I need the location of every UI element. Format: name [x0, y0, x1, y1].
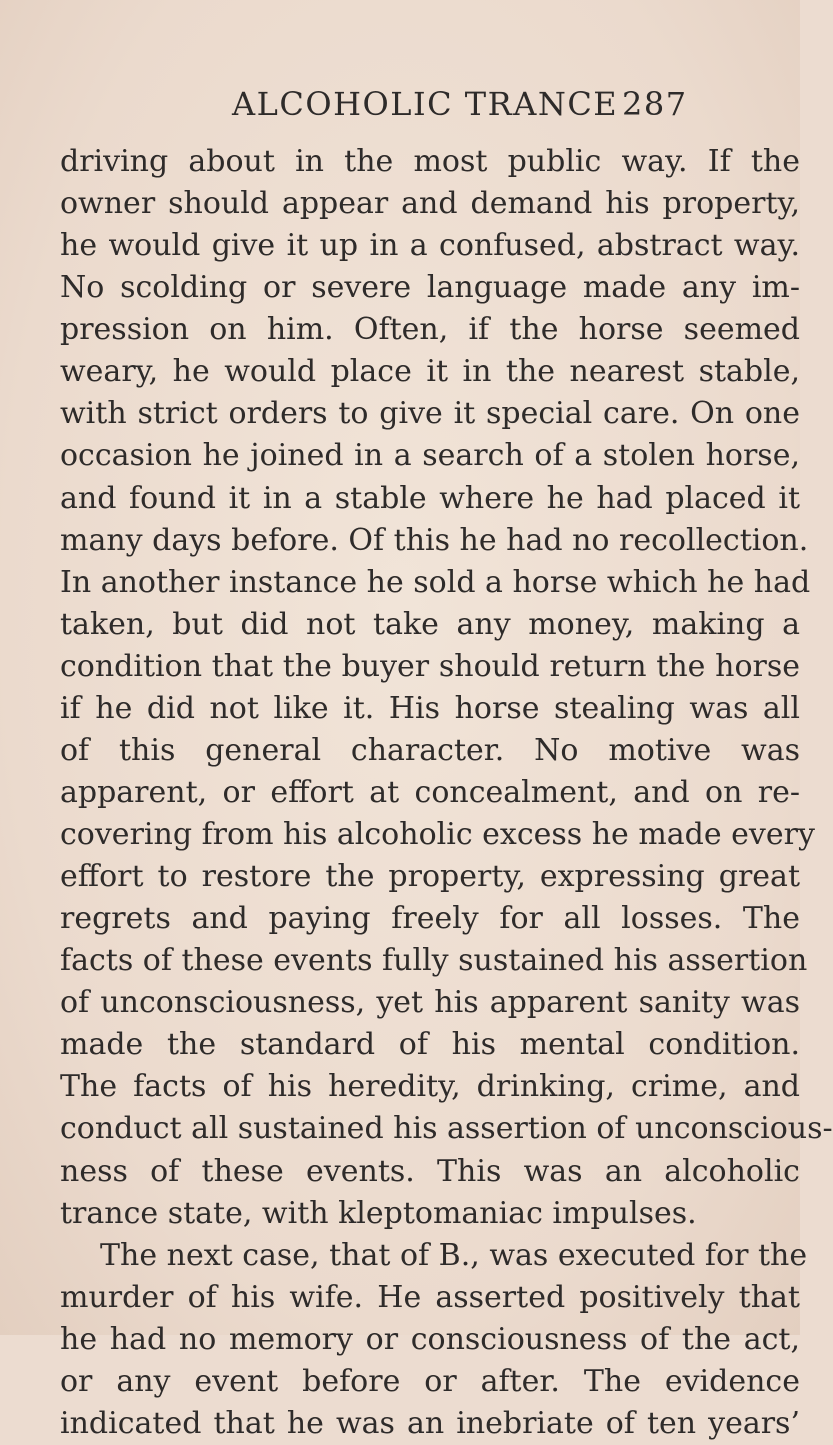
text-line: if he did not like it. His horse stealing was all: [60, 690, 800, 726]
text-line: weary, he would place it in the nearest stable,: [60, 354, 800, 390]
text-line: murder of his wife. He asserted positively that: [60, 1279, 800, 1315]
text-line: with strict orders to give it special care. On one: [60, 396, 800, 432]
body-text: [60, 141, 833, 1445]
text-line: made the standard of his mental condition.: [60, 1027, 800, 1063]
text-line: regrets and paying freely for all losses. The: [60, 901, 800, 937]
text-line: he had no memory or consciousness of the act,: [60, 1321, 800, 1357]
text-line: occasion he joined in a search of a stolen horse,: [60, 438, 800, 474]
text-line: owner should appear and demand his property,: [60, 186, 800, 222]
text-line: effort to restore the property, expressing great: [60, 859, 800, 895]
text-line: many days before. Of this he had no recollection.: [60, 522, 809, 558]
text-line: apparent, or effort at concealment, and on re-: [60, 774, 800, 810]
running-head: [232, 84, 688, 124]
text-line: or any event before or after. The evidence: [60, 1363, 800, 1399]
text-line: In another instance he sold a horse which he had: [60, 564, 811, 600]
text-line: covering from his alcoholic excess he made every: [60, 817, 815, 852]
text-line: he would give it up in a confused, abstract way.: [60, 228, 800, 264]
text-line: No scolding or severe language made any im-: [60, 270, 800, 306]
text-line: of this general character. No motive was: [60, 732, 800, 768]
page-number: 287: [622, 85, 688, 123]
text-line: The facts of his heredity, drinking, crime, and: [60, 1069, 800, 1105]
text-line: indicated that he was an inebriate of ten years’: [60, 1405, 800, 1441]
running-title: ALCOHOLIC TRANCE: [232, 85, 619, 123]
text-line: driving about in the most public way. If the: [60, 144, 800, 179]
text-line: facts of these events fully sustained his assertion: [60, 943, 808, 979]
text-line: trance state, with kleptomaniac impulses.: [60, 1195, 697, 1231]
text-line: ness of these events. This was an alcoholic: [60, 1153, 800, 1189]
text-line: and found it in a stable where he had placed it: [60, 480, 800, 516]
text-line: of unconsciousness, yet his apparent sanity was: [60, 985, 800, 1021]
text-line: The next case, that of B., was executed for the: [100, 1237, 808, 1273]
text-line: taken, but did not take any money, making a: [60, 606, 800, 642]
text-line: conduct all sustained his assertion of unconscious-: [60, 1111, 833, 1147]
text-line: condition that the buyer should return the horse: [60, 648, 800, 684]
text-line: pression on him. Often, if the horse seemed: [60, 312, 800, 348]
